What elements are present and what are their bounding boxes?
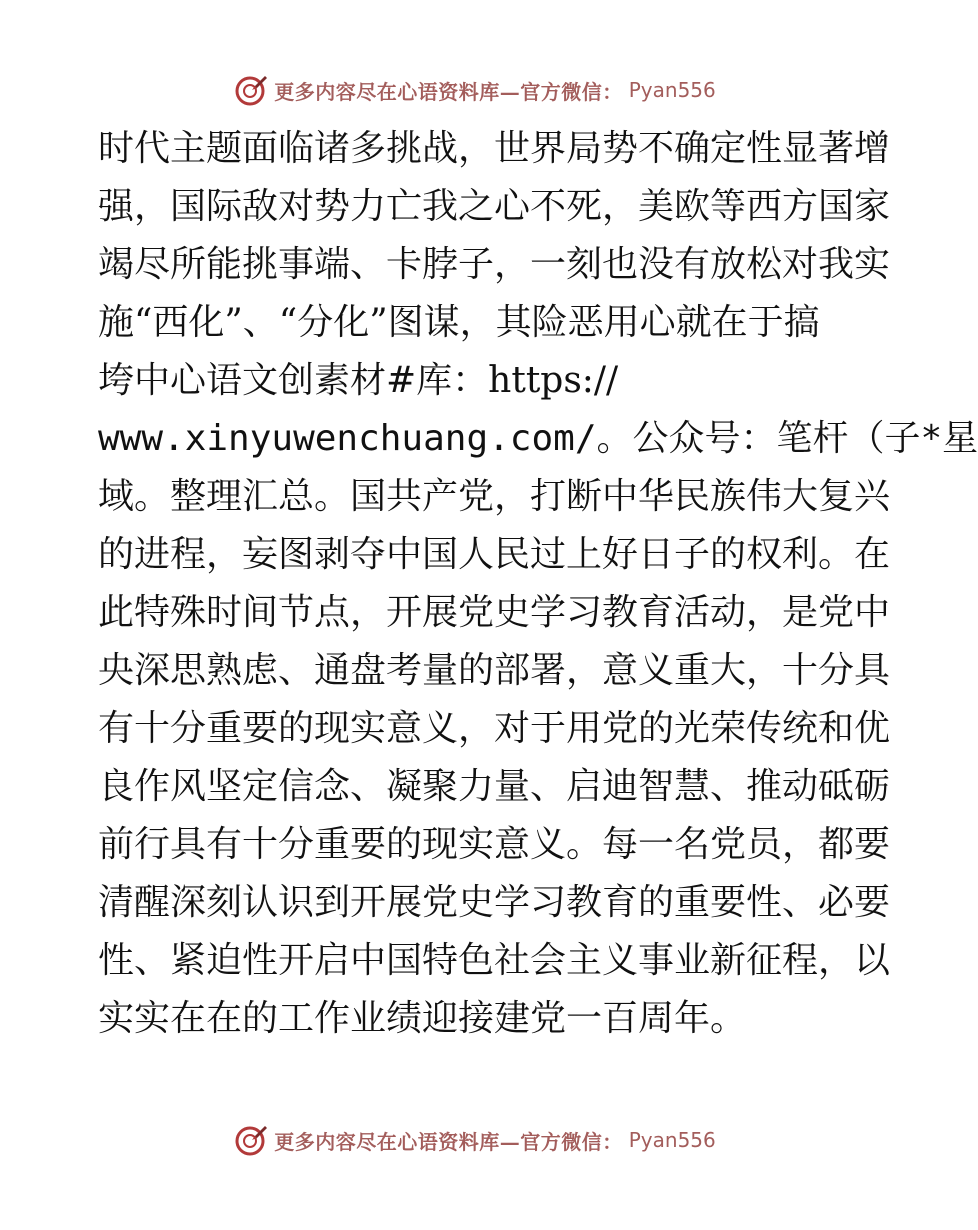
footer-banner-wechat-id: Pyan556 xyxy=(628,1128,716,1152)
body-line: 良作风坚定信念、凝聚力量、启迪智慧、推动砥砺 xyxy=(98,766,891,807)
body-line: 的进程，妄图剥夺中国人民过上好日子的权利。在 xyxy=(98,534,891,575)
body-line: 实实在在的工作业绩迎接建党一百周年。 xyxy=(98,998,747,1039)
body-line: 施“西化”、“分化”图谋，其险恶用心就在于搞 xyxy=(98,302,820,343)
body-line: 域。整理汇总。国共产党，打断中华民族伟大复兴 xyxy=(98,476,891,517)
body-line: 前行具有十分重要的现实意义。每一名党员，都要 xyxy=(98,824,891,865)
pen-circle-logo-icon xyxy=(234,1123,268,1157)
header-banner xyxy=(0,70,950,110)
pen-circle-logo-icon xyxy=(234,73,268,107)
body-line-url: www.xinyuwenchuang.com/。公众号：笔杆（子*星 xyxy=(98,418,978,459)
body-line: 此特殊时间节点，开展党史学习教育活动，是党中 xyxy=(98,592,891,633)
document-body xyxy=(98,120,978,1048)
header-banner-wechat-id: Pyan556 xyxy=(628,78,716,102)
body-line: 性、紧迫性开启中国特色社会主义事业新征程，以 xyxy=(98,940,891,981)
body-line: 清醒深刻认识到开展党史学习教育的重要性、必要 xyxy=(98,882,891,923)
body-line: 有十分重要的现实意义，对于用党的光荣传统和优 xyxy=(98,708,891,749)
body-line: 垮中心语文创素材#库：https:// xyxy=(98,360,619,401)
body-line: 竭尽所能挑事端、卡脖子，一刻也没有放松对我实 xyxy=(98,244,891,285)
footer-banner-text: 更多内容尽在心语资料库—官方微信： xyxy=(274,1129,623,1154)
body-line: 强，国际敌对势力亡我之心不死，美欧等西方国家 xyxy=(98,186,891,227)
header-banner-text: 更多内容尽在心语资料库—官方微信： xyxy=(274,79,623,104)
body-line: 时代主题面临诸多挑战，世界局势不确定性显著增 xyxy=(98,128,891,169)
body-line: 央深思熟虑、通盘考量的部署，意义重大，十分具 xyxy=(98,650,891,691)
footer-banner xyxy=(0,1120,950,1160)
